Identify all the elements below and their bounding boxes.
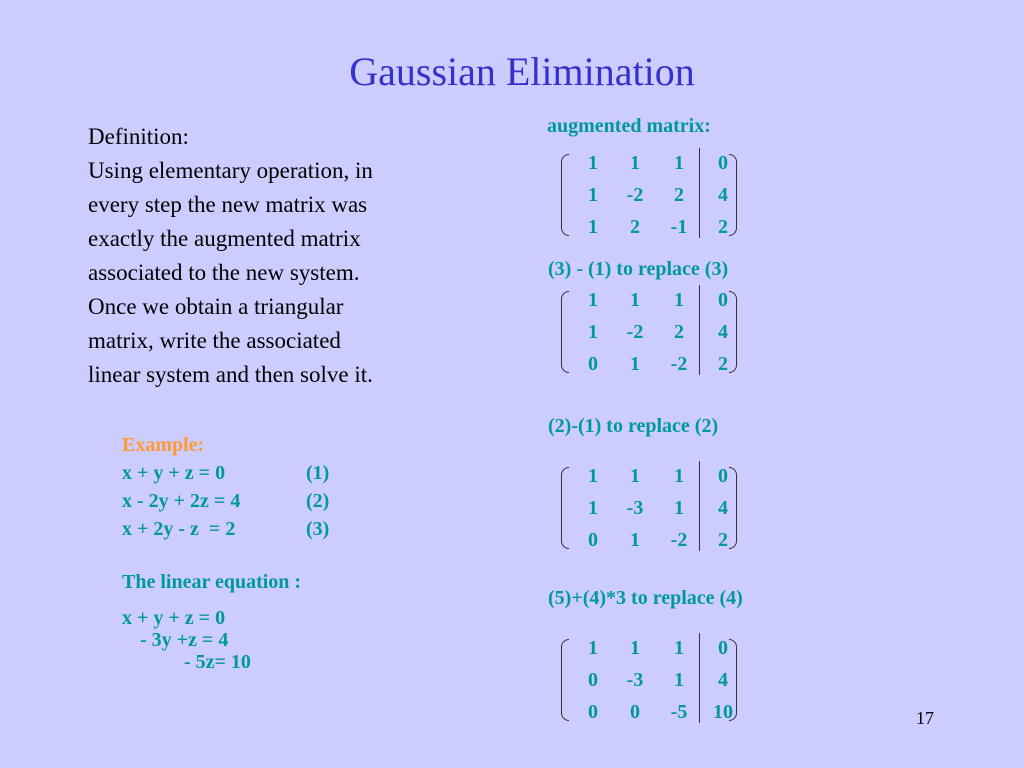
- matrix-cell: 0: [718, 637, 728, 659]
- matrix-cell: 0: [718, 465, 728, 487]
- equation-number: (1): [306, 462, 330, 484]
- matrix-cell: 1: [630, 529, 640, 551]
- matrix-cell: 1: [674, 637, 684, 659]
- equation-text: x + y + z = 0: [122, 462, 226, 484]
- augmented-matrix-label: augmented matrix:: [547, 115, 711, 137]
- slide-title: Gaussian Elimination: [349, 49, 695, 94]
- matrix-cell: 1: [674, 289, 684, 311]
- definition-line: exactly the augmented matrix: [88, 226, 361, 251]
- definition-line: matrix, write the associated: [88, 328, 341, 353]
- matrix-cell: 1: [588, 216, 598, 238]
- matrix-cell: -5: [670, 701, 688, 723]
- augmented-matrix-3: [548, 637, 748, 733]
- left-bracket: [561, 639, 569, 721]
- example-equation-1: [122, 459, 330, 487]
- left-bracket: [561, 467, 569, 549]
- definition-heading: Definition:: [88, 124, 189, 149]
- matrix-cell: 0: [588, 529, 598, 551]
- definition-line: linear system and then solve it.: [88, 362, 373, 387]
- matrix-cell: 0: [588, 701, 598, 723]
- matrix-cell: 1: [630, 637, 640, 659]
- left-bracket: [561, 291, 569, 373]
- matrix-cell: -2: [670, 529, 688, 551]
- equation-number: (2): [306, 490, 330, 512]
- definition-block: [88, 120, 468, 392]
- equation-text: x + 2y - z = 2: [122, 518, 236, 540]
- matrix-cell: 1: [674, 465, 684, 487]
- matrix-cell: 4: [718, 321, 728, 343]
- matrix-cell: -3: [626, 497, 644, 519]
- matrix-cell: 1: [588, 184, 598, 206]
- matrix-cell: 2: [630, 216, 640, 238]
- matrix-cell: 1: [630, 152, 640, 174]
- matrix-cell: 1: [588, 289, 598, 311]
- augment-separator: [699, 285, 700, 375]
- matrix-cell: 4: [718, 497, 728, 519]
- matrix-cell: 1: [674, 669, 684, 691]
- matrix-cell: -3: [626, 669, 644, 691]
- matrix-cell: 2: [674, 321, 684, 343]
- matrix-cell: 1: [588, 497, 598, 519]
- augmented-matrix-1: [548, 289, 748, 385]
- matrix-cell: 2: [718, 353, 728, 375]
- matrix-cell: 4: [718, 669, 728, 691]
- matrix-cell: 2: [718, 216, 728, 238]
- linear-equation-label: The linear equation :: [122, 571, 302, 593]
- step-label-2: (2)-(1) to replace (2): [548, 415, 719, 437]
- matrix-cell: 1: [588, 637, 598, 659]
- page-number: 17: [916, 708, 934, 728]
- matrix-cell: 1: [588, 152, 598, 174]
- matrix-cell: 10: [713, 701, 733, 723]
- matrix-cell: 1: [630, 353, 640, 375]
- matrix-cell: 1: [674, 497, 684, 519]
- matrix-cell: 0: [588, 353, 598, 375]
- step-label-1: (3) - (1) to replace (3): [548, 258, 729, 280]
- matrix-cell: -1: [670, 216, 688, 238]
- matrix-cell: 0: [718, 152, 728, 174]
- matrix-cell: -2: [626, 321, 644, 343]
- matrix-cell: 1: [588, 465, 598, 487]
- matrix-cell: 0: [718, 289, 728, 311]
- equation-text: x - 2y + 2z = 4: [122, 490, 241, 512]
- example-label: Example:: [122, 434, 205, 456]
- equation-number: (3): [306, 518, 330, 540]
- matrix-cell: 0: [588, 669, 598, 691]
- matrix-cell: 1: [588, 321, 598, 343]
- example-block: [122, 431, 330, 543]
- augmented-matrix-0: [548, 152, 748, 248]
- definition-line: associated to the new system.: [88, 260, 360, 285]
- matrix-cell: 1: [630, 465, 640, 487]
- matrix-cell: 2: [718, 529, 728, 551]
- step-label-3: (5)+(4)*3 to replace (4): [548, 587, 743, 609]
- definition-line: Once we obtain a triangular: [88, 294, 344, 319]
- matrix-cell: 1: [674, 152, 684, 174]
- matrix-cell: -2: [626, 184, 644, 206]
- matrix-cell: 0: [630, 701, 640, 723]
- definition-line: Using elementary operation, in: [88, 158, 373, 183]
- linear-equation-line-3: - 5z= 10: [184, 651, 251, 673]
- example-equation-3: [122, 515, 330, 543]
- augment-separator: [699, 461, 700, 551]
- linear-equation-line-2: - 3y +z = 4: [140, 629, 229, 651]
- augment-separator: [699, 148, 700, 238]
- augment-separator: [699, 633, 700, 723]
- left-bracket: [561, 154, 569, 236]
- matrix-cell: -2: [670, 353, 688, 375]
- example-equation-2: [122, 487, 330, 515]
- matrix-cell: 4: [718, 184, 728, 206]
- augmented-matrix-2: [548, 465, 748, 561]
- matrix-cell: 1: [630, 289, 640, 311]
- definition-line: every step the new matrix was: [88, 192, 368, 217]
- linear-equation-line-1: x + y + z = 0: [122, 607, 226, 629]
- matrix-cell: 2: [674, 184, 684, 206]
